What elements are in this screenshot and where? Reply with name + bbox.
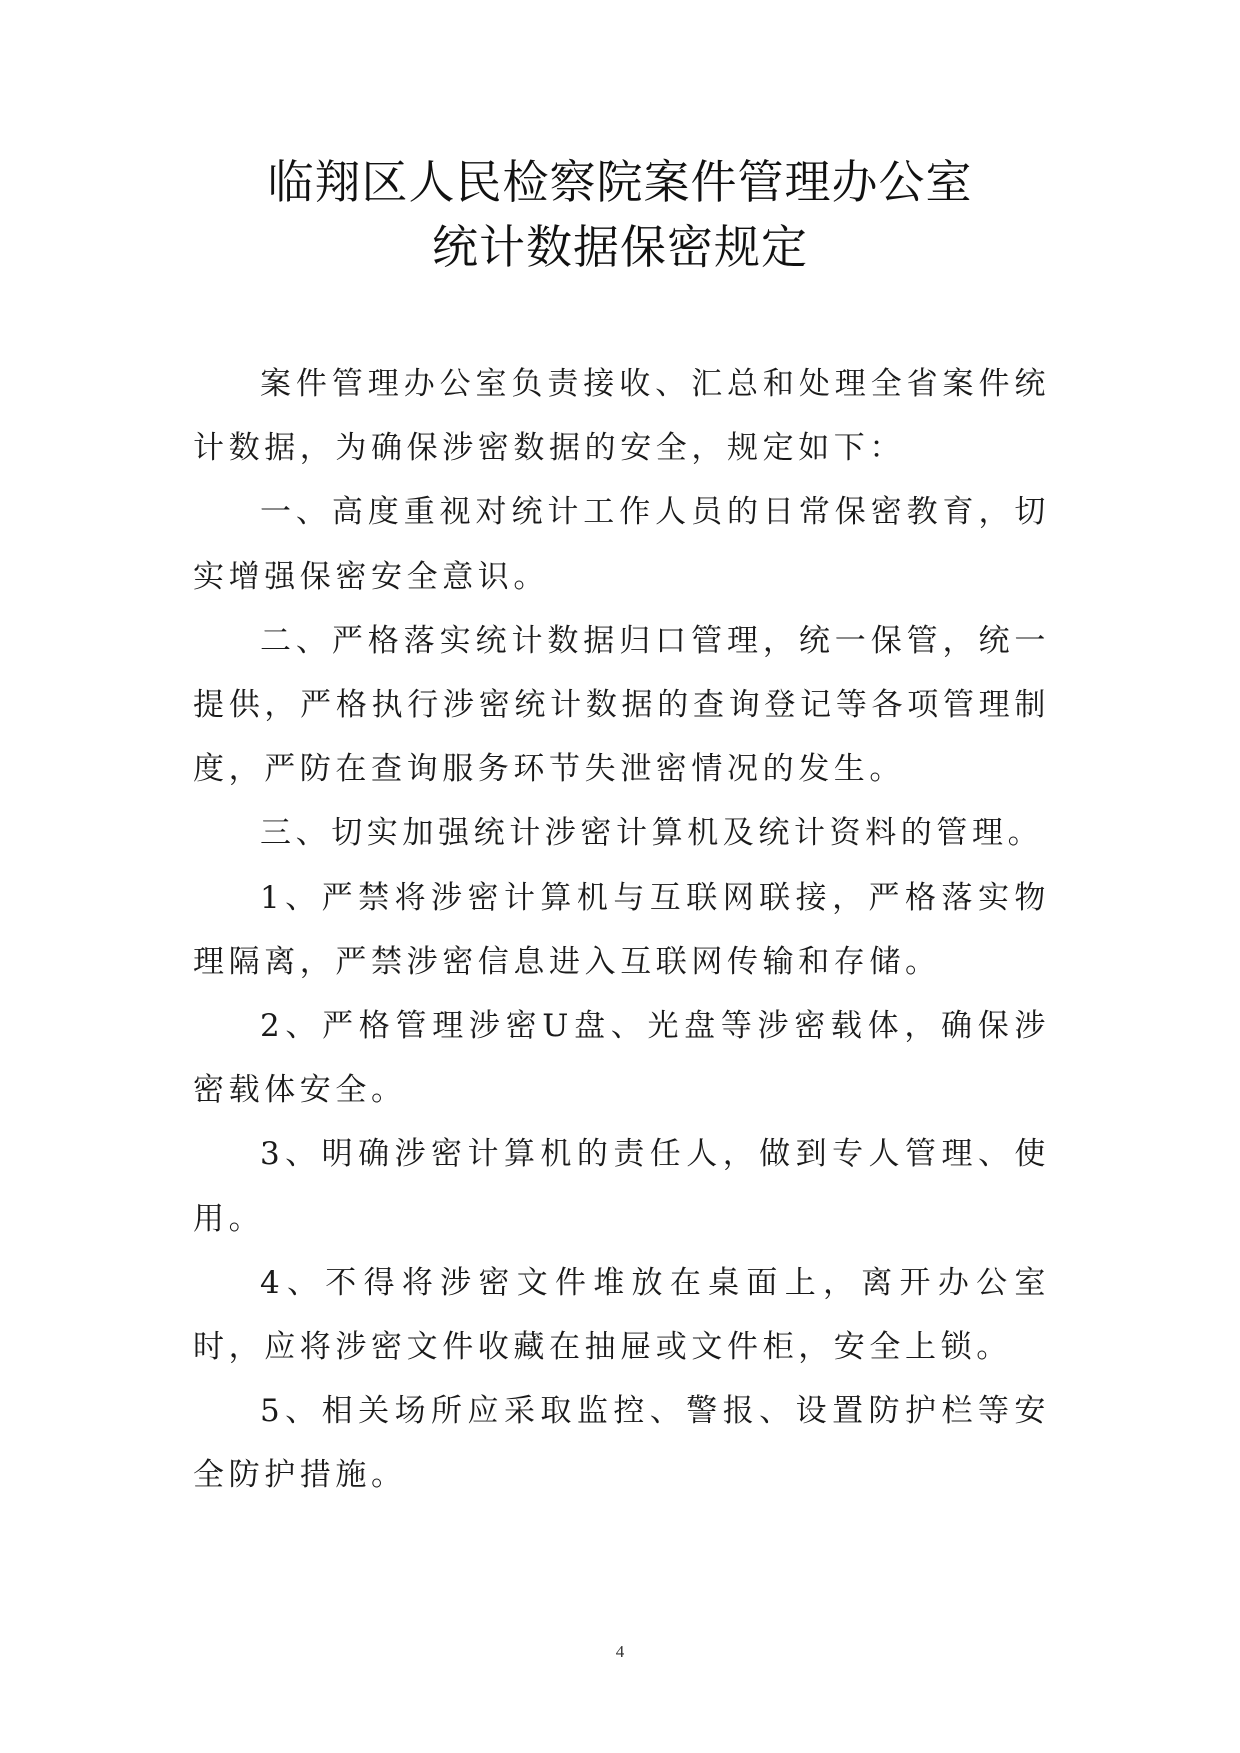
paragraph-item-2: 二、严格落实统计数据归口管理，统一保管，统一提供，严格执行涉密统计数据的查询登记等各项管理制度，严防在查询服务环节失泄密情况的发生。 [193, 622, 1050, 788]
paragraph-subitem-1: 1、严禁将涉密计算机与互联网联接，严格落实物理隔离，严禁涉密信息进入互联网传输和存储。 [193, 879, 1050, 980]
paragraph-subitem-3: 3、明确涉密计算机的责任人，做到专人管理、使用。 [193, 1136, 1050, 1237]
paragraph-item-1: 一、高度重视对统计工作人员的日常保密教育，切实增强保密安全意识。 [193, 494, 1050, 595]
paragraph-item-3: 三、切实加强统计涉密计算机及统计资料的管理。 [260, 815, 1044, 852]
paragraph-subitem-5: 5、相关场所应采取监控、警报、设置防护栏等安全防护措施。 [193, 1393, 1050, 1494]
document-title-line-1: 临翔区人民检察院案件管理办公室 [267, 155, 973, 209]
document-body [193, 352, 1050, 1508]
document-title-line-2: 统计数据保密规定 [432, 220, 808, 274]
paragraph-subitem-4: 4、不得将涉密文件堆放在桌面上，离开办公室时，应将涉密文件收藏在抽屉或文件柜，安全上锁。 [193, 1264, 1050, 1366]
paragraph-intro: 案件管理办公室负责接收、汇总和处理全省案件统计数据，为确保涉密数据的安全，规定如下： [193, 366, 1050, 467]
paragraph-subitem-2: 2、严格管理涉密U盘、光盘等涉密载体，确保涉密载体安全。 [193, 1008, 1050, 1109]
page-number: 4 [615, 1642, 625, 1661]
